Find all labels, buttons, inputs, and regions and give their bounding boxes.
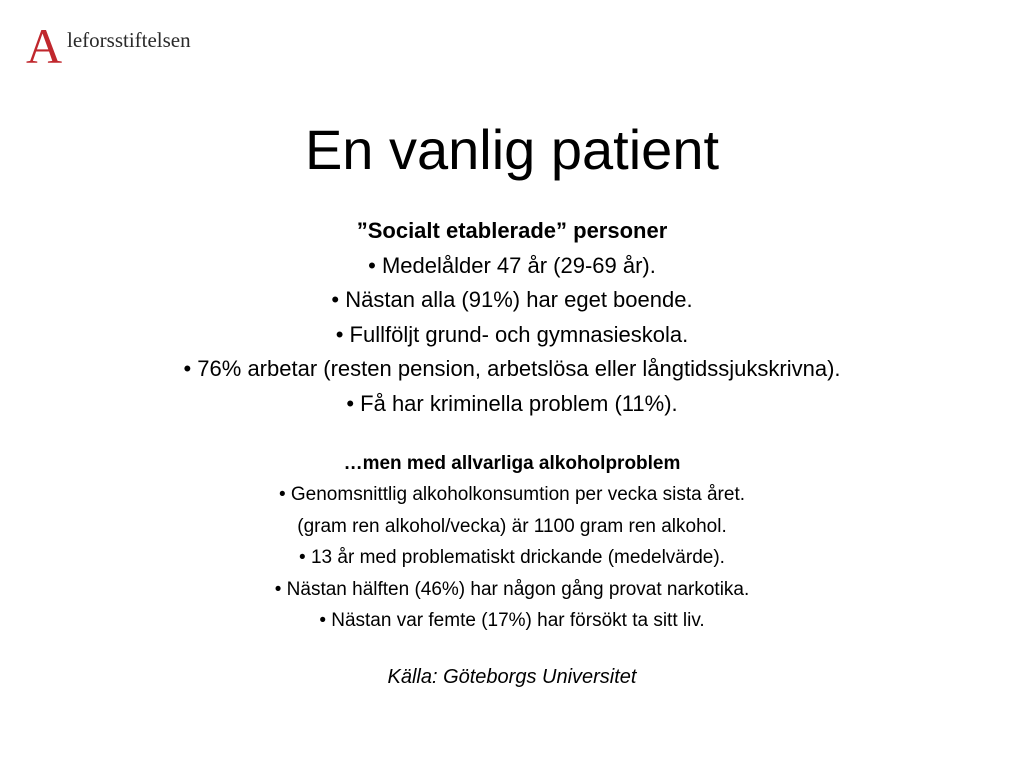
list-item: • Genomsnittlig alkoholkonsumtion per vecka sista året. bbox=[278, 484, 746, 506]
logo-letter-a-icon bbox=[26, 22, 70, 66]
list-item: (gram ren alkohol/vecka) är 1100 gram ren alkohol. bbox=[297, 515, 727, 537]
list-item: • Medelålder 47 år (29-69 år). bbox=[368, 252, 656, 278]
section-social bbox=[0, 214, 1024, 422]
logo bbox=[26, 18, 191, 66]
section-alcohol-heading: …men med allvarliga alkoholproblem bbox=[343, 453, 681, 474]
section-alcohol bbox=[0, 448, 1024, 636]
list-item: • Nästan var femte (17%) har försökt ta sitt liv. bbox=[319, 610, 705, 632]
source-citation: Källa: Göteborgs Universitet bbox=[387, 666, 637, 688]
logo-text: leforsstiftelsen bbox=[67, 28, 191, 52]
list-item: • Få har kriminella problem (11%). bbox=[346, 390, 678, 416]
list-item: • 76% arbetar (resten pension, arbetslösa eller långtidssjukskrivna). bbox=[183, 356, 841, 382]
svg-text:A: A bbox=[26, 22, 63, 66]
slide-title: En vanlig patient bbox=[304, 118, 720, 181]
list-item: • Nästan hälften (46%) har någon gång provat narkotika. bbox=[274, 578, 750, 600]
list-item: • 13 år med problematiskt drickande (medelvärde). bbox=[299, 547, 725, 569]
list-item: • Fullföljt grund- och gymnasieskola. bbox=[335, 321, 689, 347]
section-social-heading: ”Socialt etablerade” personer bbox=[356, 218, 668, 243]
list-item: • Nästan alla (91%) har eget boende. bbox=[331, 287, 693, 313]
